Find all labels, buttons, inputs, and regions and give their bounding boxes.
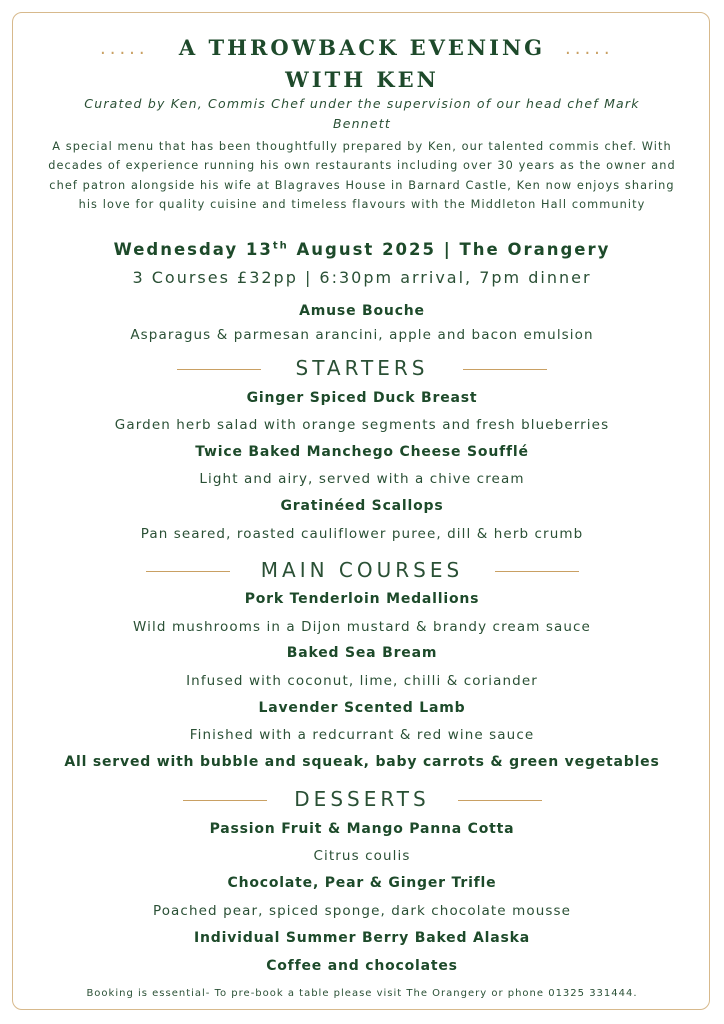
subtitle: Curated by Ken, Commis Chef under the supervision of our head chef Mark Bennett <box>84 96 640 131</box>
main-1-name: Pork Tenderloin Medallions <box>244 591 480 607</box>
intro-paragraph: A special menu that has been thoughtfully prepared by Ken, our talented commis chef. With decades of experience running his own restaurants including over 30 years as the owner and chef patron alongside his wife at Blagraves House in Barnard Castle, Ken now enjoys sharing his love for quality cuisine and timeless flavours with the Middleton Hall community <box>48 140 676 211</box>
booking-footer: Booking is essential- To pre-book a table please visit The Orangery or phone 01325 331444. <box>86 988 638 999</box>
dessert-1-desc: Citrus coulis <box>313 848 411 864</box>
starter-2-desc: Light and airy, served with a chive cream <box>199 471 525 487</box>
starters-heading: STARTERS <box>295 356 429 380</box>
dessert-3-name: Individual Summer Berry Baked Alaska <box>194 930 530 946</box>
starter-3-desc: Pan seared, roasted cauliflower puree, dill & herb crumb <box>140 526 584 542</box>
amuse-desc: Asparagus & parmesan arancini, apple and bacon emulsion <box>130 327 594 343</box>
menu-title <box>0 32 724 96</box>
main-2-name: Baked Sea Bream <box>286 645 438 661</box>
desserts-heading: DESSERTS <box>294 787 430 811</box>
main-1-desc: Wild mushrooms in a Dijon mustard & brandy cream sauce <box>133 619 591 635</box>
main-2-desc: Infused with coconut, lime, chilli & coriander <box>186 673 538 689</box>
title-line-2: WITH KEN <box>285 67 439 92</box>
main-3-desc: Finished with a redcurrant & red wine sauce <box>189 727 535 743</box>
dessert-2-name: Chocolate, Pear & Ginger Trifle <box>227 875 497 891</box>
dessert-1-name: Passion Fruit & Mango Panna Cotta <box>209 821 515 837</box>
title-dots-left: ..... <box>100 38 149 59</box>
event-ordinal: th <box>272 240 289 252</box>
title-line-1: A THROWBACK EVENING <box>178 35 546 60</box>
starter-1-name: Ginger Spiced Duck Breast <box>246 390 478 406</box>
starter-3-name: Gratinéed Scallops <box>280 498 444 514</box>
starter-1-desc: Garden herb salad with orange segments and fresh blueberries <box>114 417 610 433</box>
mains-sides-note: All served with bubble and squeak, baby carrots & green vegetables <box>64 754 660 770</box>
amuse-title: Amuse Bouche <box>299 303 425 319</box>
event-date-venue <box>0 240 724 259</box>
coffee-and-chocolates: Coffee and chocolates <box>266 958 458 974</box>
event-month-venue: August 2025 | The Orangery <box>288 240 611 259</box>
title-dots-right: ..... <box>565 38 614 59</box>
price-and-times: 3 Courses £32pp | 6:30pm arrival, 7pm dinner <box>132 268 592 287</box>
main-3-name: Lavender Scented Lamb <box>258 700 466 716</box>
event-day: Wednesday 13 <box>113 240 273 259</box>
dessert-2-desc: Poached pear, spiced sponge, dark chocolate mousse <box>152 903 572 919</box>
mains-heading: MAIN COURSES <box>260 558 464 582</box>
starter-2-name: Twice Baked Manchego Cheese Soufflé <box>195 444 529 460</box>
